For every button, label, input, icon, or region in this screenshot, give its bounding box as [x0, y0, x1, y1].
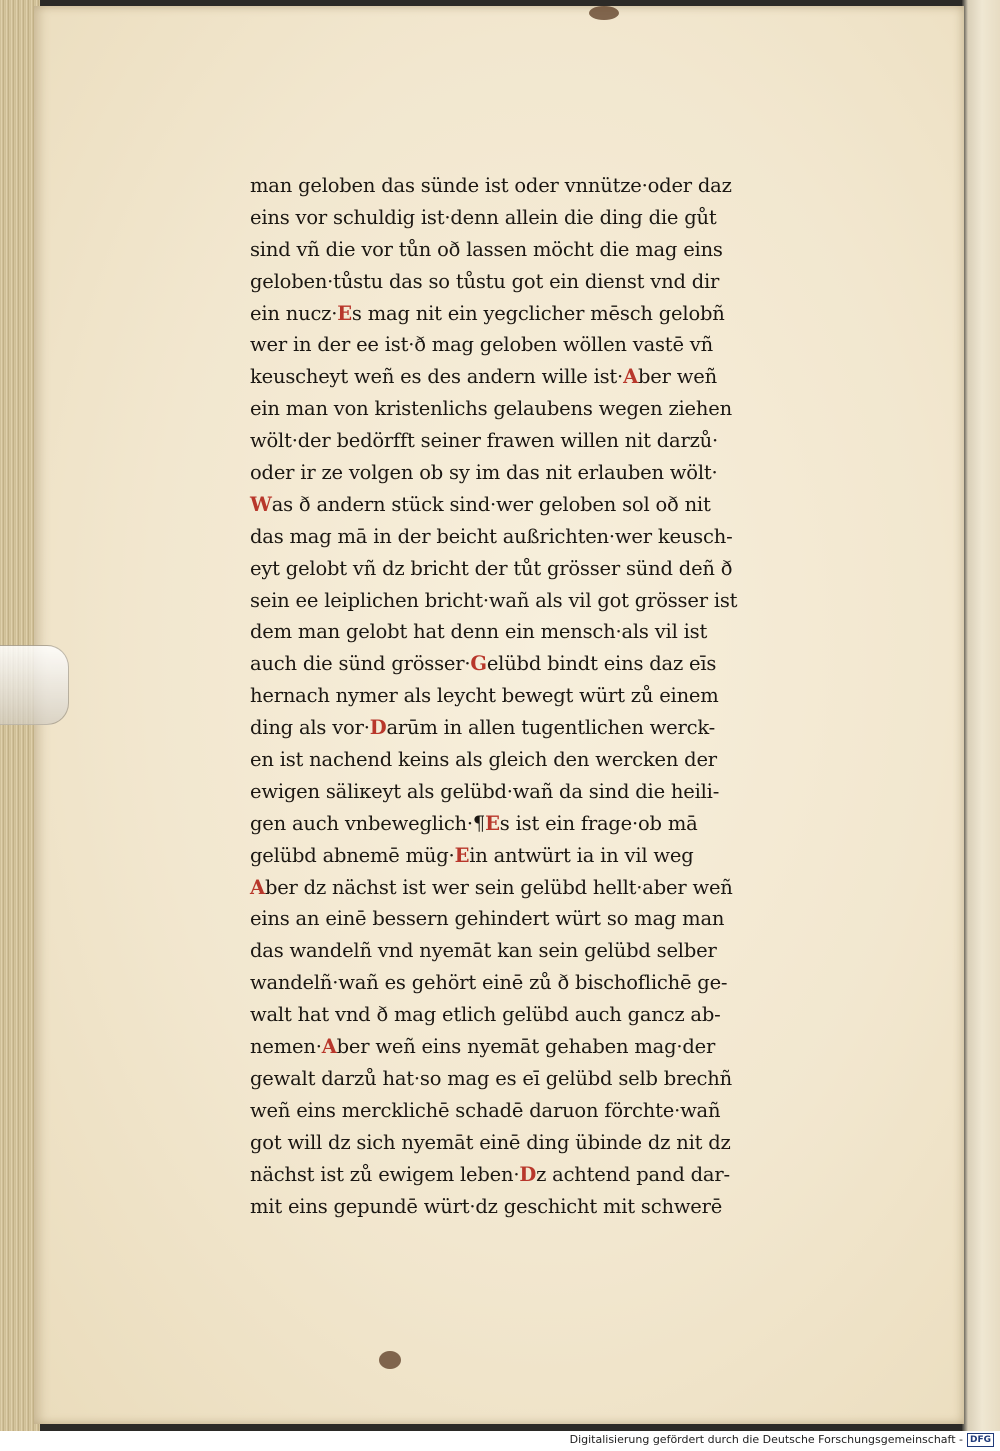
text-line: das wandelñ vnd nyemāt kan sein gelübd selber [250, 939, 717, 963]
rubric-initial: E [454, 843, 470, 867]
text-line: auch die sünd grösser·Gelübd bindt eins daz eīs [250, 652, 717, 676]
text-line: ding als vor·Darūm in allen tugentlichen werck- [250, 716, 716, 740]
footer-credit-text: Digitalisierung gefördert durch die Deutsche Forschungsgemeinschaft - [569, 1433, 963, 1446]
text-line: wandelñ·wañ es gehört einē zů ð bischoflichē ge- [250, 971, 728, 995]
text-line: eyt gelobt vñ dz bricht der tůt grösser sünd deñ ð [250, 556, 733, 580]
text-line: Aber dz nächst ist wer sein gelübd hellt·aber weñ [250, 875, 733, 899]
text-line: sind vñ die vor tůn oð lassen möcht die mag eins [250, 237, 723, 261]
text-line: weñ eins mercklichē schadē daruon förchte·wañ [250, 1098, 721, 1122]
rubric-initial: A [623, 365, 638, 389]
text-line: got will dz sich nyemāt einē ding übinde dz nit dz [250, 1130, 731, 1154]
text-line: gen auch vnbeweglich·¶Es ist ein frage·ob mā [250, 811, 698, 835]
text-line: geloben·tůstu das so tůstu got ein dienst vnd dir [250, 269, 720, 293]
rubric-initial: A [250, 875, 265, 899]
rubric-initial: G [470, 652, 487, 676]
rubric-initial: D [369, 716, 387, 740]
text-line: gewalt darzů hat·so mag es eī gelübd selb brechñ [250, 1066, 732, 1090]
text-line: nemen·Aber weñ eins nyemāt gehaben mag·der [250, 1035, 716, 1059]
rubric-initial: E [337, 301, 352, 325]
text-line: ein nucz·Es mag nit ein yegclicher mēsch gelobñ [250, 301, 725, 325]
text-line: dem man gelobt hat denn ein mensch·als vil ist [250, 620, 708, 644]
ink-stain-bottom [379, 1351, 401, 1369]
text-line: das mag mā in der beicht außrichten·wer keusch- [250, 524, 733, 548]
text-line: mit eins gepundē würt·dz geschicht mit schwerē [250, 1194, 723, 1218]
text-line: en ist nachend keins als gleich den wercken der [250, 748, 717, 772]
text-line: ewigen säliкeyt als gelübd·wañ da sind die heili- [250, 779, 720, 803]
text-line: eins vor schuldig ist·denn allein die ding die gůt [250, 205, 717, 229]
rubric-initial: E [485, 811, 500, 835]
rubric-initial: A [321, 1035, 337, 1059]
dfg-logo: DFG [967, 1433, 994, 1447]
text-line: eins an einē bessern gehindert würt so mag man [250, 907, 725, 931]
text-line: ein man von kristenlichs gelaubens wegen ziehen [250, 397, 732, 421]
text-line: oder ir ze volgen ob sy im das nit erlauben wölt· [250, 461, 718, 485]
ink-stain-top [589, 6, 619, 20]
page-clip [0, 645, 69, 725]
text-line: wölt·der bedörfft seiner frawen willen nit darzů· [250, 429, 719, 453]
text-line: hernach nymer als leycht bewegt würt zů einem [250, 684, 719, 708]
text-line: nächst ist zů ewigem leben·Dz achtend pand dar- [250, 1162, 730, 1186]
rubric-initial: W [250, 492, 272, 516]
rubric-initial: D [519, 1162, 537, 1186]
text-line: walt hat vnd ð mag etlich gelübd auch gancz ab- [250, 1003, 721, 1027]
text-line: wer in der ee ist·ð mag geloben wöllen vastē vñ [250, 333, 713, 357]
text-line: keuscheyt weñ es des andern wille ist·Aber weñ [250, 365, 717, 389]
page-text [250, 170, 830, 1222]
text-line: sein ee leiplichen bricht·wañ als vil got grösser ist [250, 588, 738, 612]
facing-page-edge [962, 0, 1000, 1431]
footer-credit [570, 1431, 994, 1449]
text-line: Was ð andern stück sind·wer geloben sol oð nit [250, 492, 711, 516]
text-line: man geloben das sünde ist oder vnnütze·oder daz [250, 174, 732, 197]
text-line: gelübd abnemē müg·Ein antwürt ia in vil weg [250, 843, 694, 867]
